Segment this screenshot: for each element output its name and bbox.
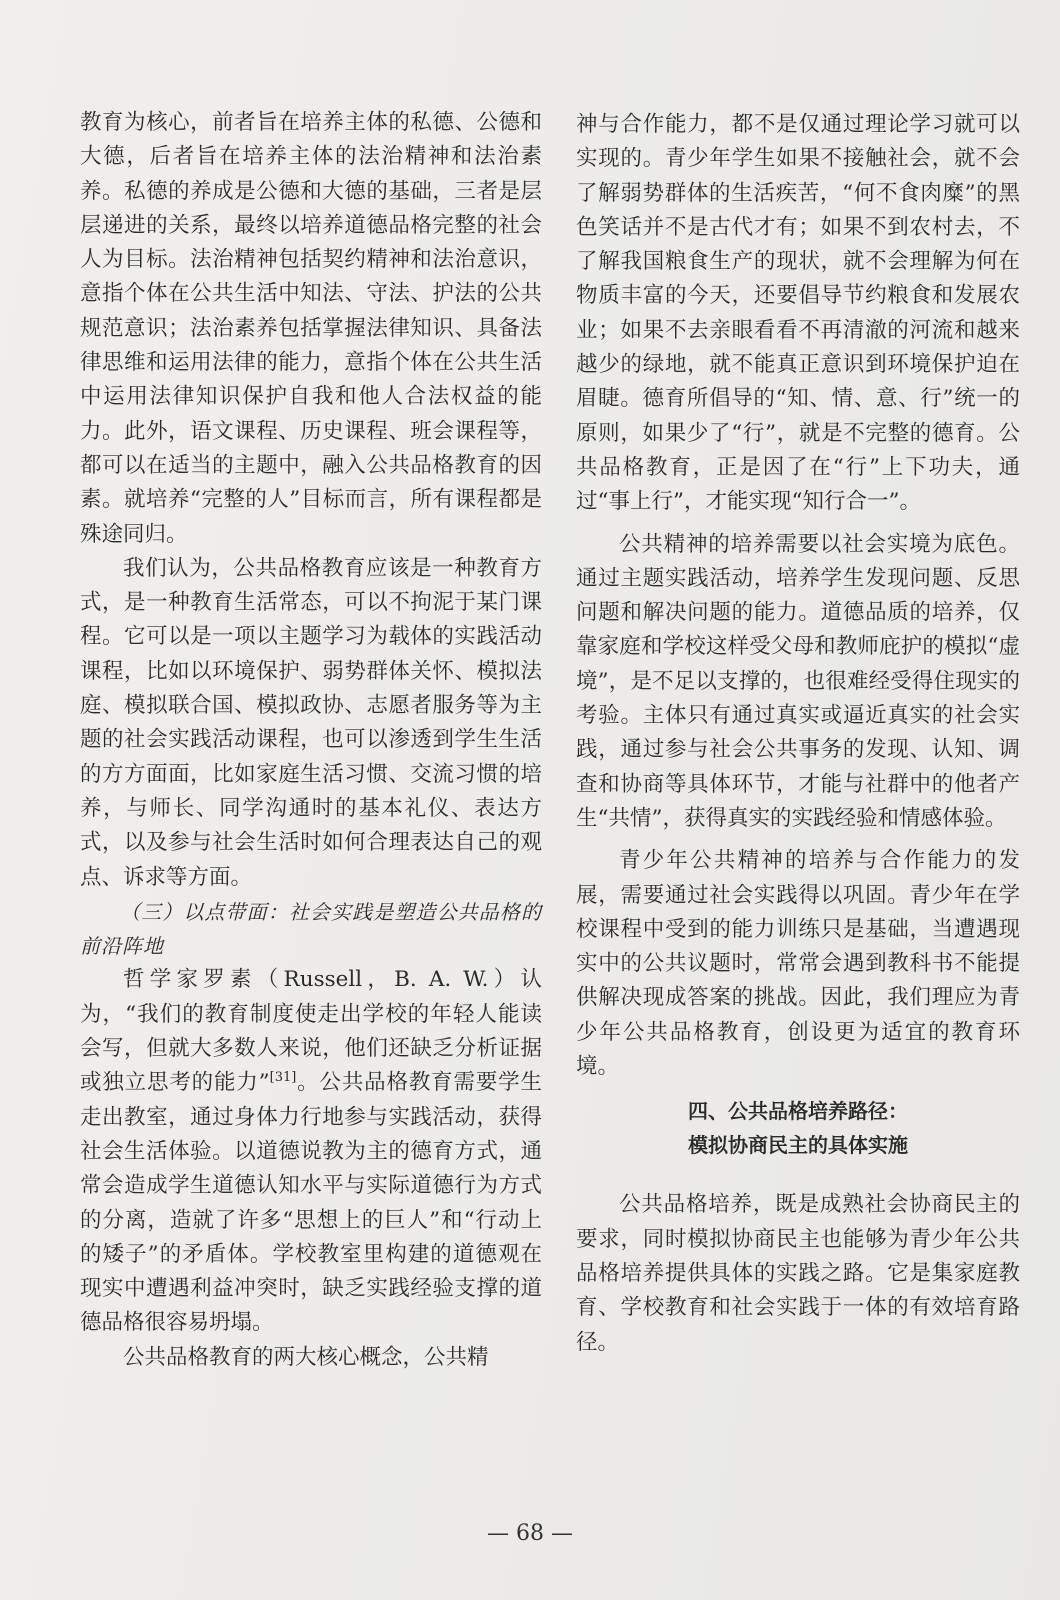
paragraph: 公共品格培养，既是成熟社会协商民主的要求，同时模拟协商民主也能够为青少年公共品格培养提供具体的实践之路。它是集家庭教育、学校教育和社会实践于一体的有效培育路径。 <box>576 1192 1020 1355</box>
paragraph <box>80 963 542 1340</box>
subsection-heading: （三）以点带面：社会实践是塑造公共品格的前沿阵地 <box>80 899 542 959</box>
left-column <box>80 106 542 1375</box>
paragraph: 教育为核心，前者旨在培养主体的私德、公德和大德，后者旨在培养主体的法治精神和法治素养。私德的养成是公德和大德的基础，三者是层层递进的关系，最终以培养道德品格完整的社会人为目标。法治精神包括契约精神和法治意识，意指个体在公共生活中知法、守法、护法的公共规范意识；法治素养包括掌握法律知识、具备法律思维和运用法律的能力，意指个体在公共生活中运用法律知识保护自我和他人合法权益的能力。此外，语文课程、历史课程、班会课程等，都可以在适当的主题中，融入公共品格教育的因素。就培养“完整的人”目标而言，所有课程都是殊途同归。 <box>80 110 542 547</box>
paragraph: 神与合作能力，都不是仅通过理论学习就可以实现的。青少年学生如果不接触社会，就不会了解弱势群体的生活疾苦，“何不食肉糜”的黑色笑话并不是古代才有；如果不到农村去，不了解我国粮食生产的现状，就不会理解为何在物质丰富的今天，还要倡导节约粮食和发展农业；如果不去亲眼看看不再清澈的河流和越来越少的绿地，就不能真正意识到环境保护迫在眉睫。德育所倡导的“知、情、意、行”统一的原则，如果少了“行”，就是不完整的德育。公共品格教育，正是因了在“行”上下功夫，通过“事上行”，才能实现“知行合一”。 <box>576 112 1020 515</box>
paragraph-text: 哲学家罗素（Russell，B. A. W.）认为，“我们的教育制度使走出学校的年轻人能读会写，但就大多数人来说，他们还缺乏分析证据或独立思考的能力” <box>80 967 542 1096</box>
right-column <box>576 108 1020 1360</box>
paragraph: 公共品格教育的两大核心概念，公共精 <box>123 1344 489 1370</box>
paragraph: 青少年公共精神的培养与合作能力的发展，需要通过社会实践得以巩固。青少年在学校课程中受到的能力训练只是基础，当遭遇现实中的公共议题时，常常会遇到教科书不能提供解决现成答案的挑战。因此，我们理应为青少年公共品格教育，创设更为适宜的教育环境。 <box>576 848 1020 1080</box>
citation-ref: [31] <box>269 1070 297 1086</box>
paragraph: 我们认为，公共品格教育应该是一种教育方式，是一种教育生活常态，可以不拘泥于某门课程。它可以是一项以主题学习为载体的实践活动课程，比如以环境保护、弱势群体关怀、模拟法庭、模拟联合国、模拟政协、志愿者服务等为主题的社会实践活动课程，也可以渗透到学生生活的方方面面，比如家庭生活习惯、交流习惯的培养，与师长、同学沟通时的基本礼仪、表达方式，以及参与社会生活时如何合理表达自己的观点、诉求等方面。 <box>80 555 542 890</box>
paragraph: 公共精神的培养需要以社会实境为底色。通过主题实践活动，培养学生发现问题、反思问题和解决问题的能力。道德品质的培养，仅靠家庭和学校这样受父母和教师庇护的模拟“虚境”，是不足以支撑的，也很难经受得住现实的考验。主体只有通过真实或逼近真实的社会实践，通过参与社会公共事务的发现、认知、调查和协商等具体环节，才能与社群中的他者产生“共情”，获得真实的实践经验和情感体验。 <box>576 531 1020 831</box>
section-heading-line: 模拟协商民主的具体实施 <box>688 1133 908 1158</box>
page-number: — 68 — <box>487 1521 573 1546</box>
paragraph-text: 。公共品格教育需要学生走出教室，通过身体力行地参与实践活动，获得社会生活体验。以道德说教为主的德育方式，通常会造成学生道德认知水平与实际道德行为方式的分离，造就了许多“思想上的巨人”和“行动上的矮子”的矛盾体。学校教室里构建的道德观在现实中遭遇利益冲突时，缺乏实践经验支撑的道德品格很容易坍塌。 <box>80 1070 542 1336</box>
section-heading-line: 四、公共品格培养路径： <box>688 1099 908 1124</box>
section-heading <box>576 1094 1020 1162</box>
